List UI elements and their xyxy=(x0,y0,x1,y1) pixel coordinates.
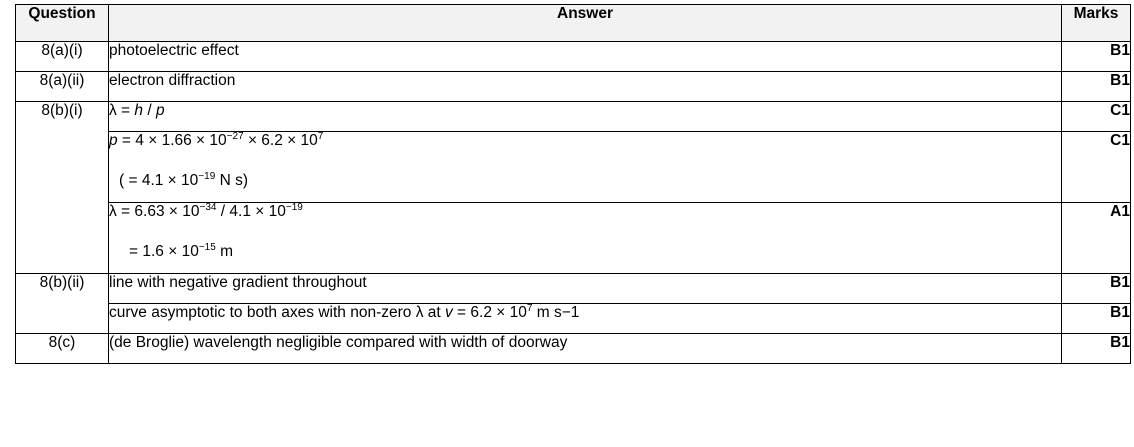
answer-cell: line with negative gradient throughout xyxy=(109,274,1062,304)
answer-cell xyxy=(109,102,1062,132)
question-cell: 8(b)(ii) xyxy=(16,274,109,334)
answer-text-line2: ( = $4.1 \times 10^{-19}$ N s) xyxy=(119,171,248,189)
table-row xyxy=(16,203,1131,274)
question-cell: 8(a)(ii) xyxy=(16,72,109,102)
table-row xyxy=(16,72,1131,102)
answer-cell xyxy=(109,304,1062,334)
answer-text: $\lambda = 6.63 \times 10^{-34} / 4.1 \times 10^{-19}$ xyxy=(109,202,303,220)
table-row xyxy=(16,304,1131,334)
answer-cell: electron diffraction xyxy=(109,72,1062,102)
header-answer: Answer xyxy=(109,5,1062,42)
mark-cell: B1 xyxy=(1062,72,1131,102)
question-cell: 8(b)(i) xyxy=(16,102,109,274)
answer-text: $p = 4 \times 1.66 \times 10^{-27} \times 6.2 \times 10^7$ xyxy=(109,131,324,149)
table-row xyxy=(16,132,1131,203)
answer-cell: (de Broglie) wavelength negligible compared with width of doorway xyxy=(109,334,1062,364)
answer-text-line2: = $1.6 \times 10^{-15}$ m xyxy=(129,242,234,260)
header-question: Question xyxy=(16,5,109,42)
answer-text: λ = h / p xyxy=(109,102,165,119)
answer-cell xyxy=(109,203,1062,274)
table-row xyxy=(16,274,1131,304)
header-row xyxy=(16,5,1131,42)
mark-cell: B1 xyxy=(1062,304,1131,334)
table-row xyxy=(16,42,1131,72)
mark-cell: A1 xyxy=(1062,203,1131,274)
question-cell: 8(a)(i) xyxy=(16,42,109,72)
mark-cell: B1 xyxy=(1062,42,1131,72)
mark-cell: B1 xyxy=(1062,274,1131,304)
question-cell: 8(c) xyxy=(16,334,109,364)
answer-cell xyxy=(109,132,1062,203)
mark-cell: C1 xyxy=(1062,102,1131,132)
mark-cell: C1 xyxy=(1062,132,1131,203)
answer-text: curve asymptotic to both axes with non-zero λ at $v = 6.2 \times 10^7$ m s−1 xyxy=(109,303,580,321)
mark-cell: B1 xyxy=(1062,334,1131,364)
table-row xyxy=(16,334,1131,364)
mark-scheme-table xyxy=(15,4,1131,364)
answer-cell: photoelectric effect xyxy=(109,42,1062,72)
header-marks: Marks xyxy=(1062,5,1131,42)
table-row xyxy=(16,102,1131,132)
